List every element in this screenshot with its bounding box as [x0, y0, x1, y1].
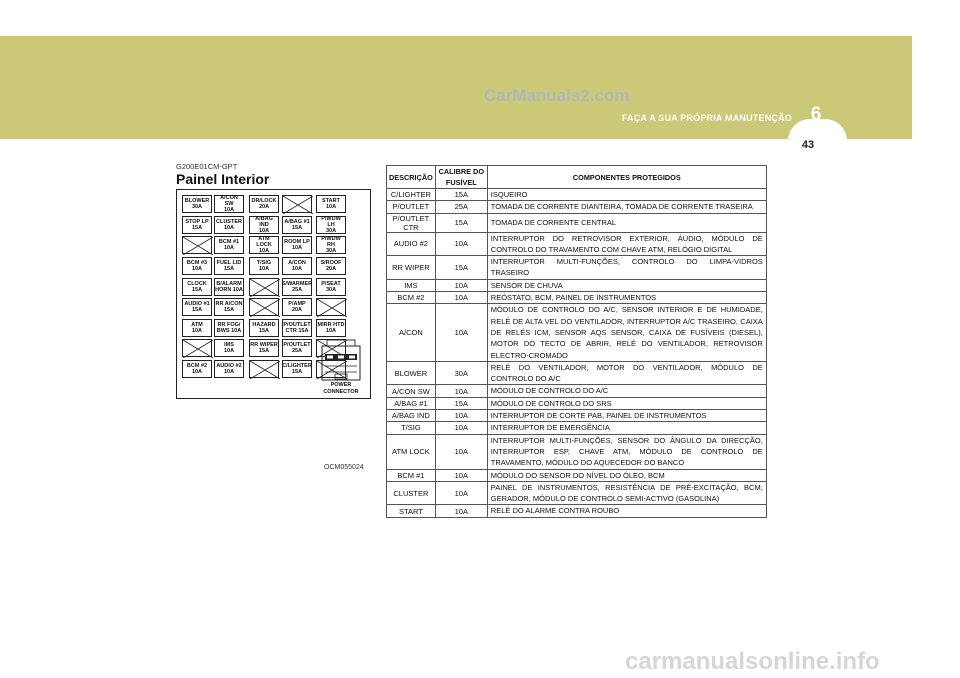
fuse-rating: 10A: [435, 292, 487, 304]
fuse-description: P/OUTLET: [387, 201, 436, 213]
table-row: [387, 434, 767, 469]
fuse-description: T/SIG: [387, 422, 436, 434]
empty-fuse-slot: [182, 339, 212, 357]
power-connector-icon: [321, 339, 361, 381]
fuse-rating: 10A: [435, 410, 487, 422]
fuse-slot: RR FOG/ BWS 10A: [214, 319, 244, 337]
table-header-row: [387, 166, 767, 189]
fuse-slot: MIRR HTD 10A: [316, 319, 346, 337]
empty-fuse-slot: [249, 278, 279, 296]
fuse-rating: 10A: [435, 469, 487, 481]
fuse-slot: BCM #3 10A: [182, 257, 212, 275]
fuse-rating: 10A: [435, 505, 487, 517]
protected-components: INTERRUPTOR DE EMERGÊNCIA: [487, 422, 766, 434]
table-row: [387, 232, 767, 256]
table-row: [387, 201, 767, 213]
fuse-description: A/BAG IND: [387, 410, 436, 422]
watermark-link[interactable]: CarManuals2.com: [484, 86, 630, 105]
fuse-slot: P/SEAT 30A: [316, 278, 346, 296]
fuse-slot: IMS 10A: [214, 339, 244, 357]
table-row: [387, 505, 767, 517]
fuse-slot: S/ROOF 20A: [316, 257, 346, 275]
fuse-slot: B/ALARM HORN 10A: [214, 278, 244, 296]
footer-watermark: carmanualsonline.info: [625, 648, 880, 675]
fuse-description: A/CON: [387, 304, 436, 361]
protected-components: INTERRUPTOR MULTI-FUNÇÕES, CONTROLO DO LIMPA-VIDROS TRASEIRO: [487, 256, 766, 280]
fuse-slot: STOP LP 15A: [182, 216, 212, 234]
fuse-slot: HAZARD 15A: [249, 319, 279, 337]
protected-components: INTERRUPTOR MULTI-FUNÇÕES, SENSOR DO ÂNGULO DA DIRECÇÃO, INTERRUPTOR ESP, CHAVE ATM, MÓDULO DE CONTROLO DE TRAVAMENTO, MÓDULO DO AQUECEDOR DO BANCO: [487, 434, 766, 469]
fuse-slot: T/SIG 10A: [249, 257, 279, 275]
page-title: Painel Interior: [176, 171, 270, 187]
fuse-slot: A/BAG #1 15A: [282, 216, 312, 234]
table-row: [387, 385, 767, 397]
protected-components: INTERRUPTOR DO RETROVISOR EXTERIOR, ÁUDIO, MÓDULO DE CONTROLO DO TRAVAMENTO COM CHAVE ATM, RELÓGIO DIGITAL: [487, 232, 766, 256]
fuse-slot: ATM LOCK 10A: [249, 236, 279, 254]
chapter-number: 6: [810, 104, 822, 125]
fuse-rating: 10A: [435, 434, 487, 469]
protected-components: RELÉ DO VENTILADOR, MOTOR DO VENTILADOR, MÓDULO DE CONTROLO DO A/C: [487, 361, 766, 385]
empty-fuse-slot: [249, 298, 279, 316]
table-row: [387, 361, 767, 385]
fuse-slot: CLUSTER 10A: [214, 216, 244, 234]
header-description: DESCRIÇÃO: [387, 166, 436, 189]
protected-components: ISQUEIRO: [487, 189, 766, 201]
empty-fuse-slot: [316, 298, 346, 316]
fuse-slot: DR/LOCK 20A: [249, 195, 279, 213]
fuse-slot: AUDIO #1 15A: [182, 298, 212, 316]
fuse-slot: BCM #2 10A: [182, 360, 212, 378]
power-connector-label: POWER CONNECTOR: [323, 382, 359, 395]
protected-components: RELÉ DO ALARME CONTRA ROUBO: [487, 505, 766, 517]
document-code: G200E01CM-GPT: [176, 162, 238, 171]
fuse-rating: 10A: [435, 385, 487, 397]
fuse-slot: S/WARMER 25A: [282, 278, 312, 296]
fuse-slot: C/LIGHTER 15A: [282, 360, 312, 378]
fuse-slot: AUDIO #2 10A: [214, 360, 244, 378]
protected-components: TOMADA DE CORRENTE DIANTEIRA, TOMADA DE CORRENTE TRASEIRA: [487, 201, 766, 213]
fuse-slot: P/OUTLET CTR 15A: [282, 319, 312, 337]
header-band: [0, 36, 912, 139]
fuse-slot: BCM #1 10A: [214, 236, 244, 254]
fuse-description: BLOWER: [387, 361, 436, 385]
fuse-rating: 10A: [435, 232, 487, 256]
protected-components: SENSOR DE CHUVA: [487, 279, 766, 291]
fuse-slot: RR A/CON 15A: [214, 298, 244, 316]
fuse-slot: P/WDW RH 30A: [316, 236, 346, 254]
fuse-slot: START 10A: [316, 195, 346, 213]
page-number: 43: [801, 139, 815, 151]
fuse-slot: A/BAG IND 10A: [249, 216, 279, 234]
fuse-rating: 30A: [435, 361, 487, 385]
table-row: [387, 256, 767, 280]
fuse-slot: A/CON SW 10A: [214, 195, 244, 213]
fuse-slot: BLOWER 30A: [182, 195, 212, 213]
empty-fuse-slot: [249, 360, 279, 378]
fuse-description: BCM #2: [387, 292, 436, 304]
fuse-slot: P/WDW LH 30A: [316, 216, 346, 234]
protected-components: INTERRUPTOR DE CORTE PAB, PAINEL DE INSTRUMENTOS: [487, 410, 766, 422]
top-margin: [0, 0, 960, 36]
fuse-description: START: [387, 505, 436, 517]
table-row: [387, 469, 767, 481]
fuse-rating: 10A: [435, 422, 487, 434]
protected-components: MÓDULO DO SENSOR DO NÍVEL DO ÓLEO, BCM: [487, 469, 766, 481]
protected-components: MÓDULO DE CONTROLO DO A/C, SENSOR INTERIOR E DE HUMIDADE, RELÉ DE ALTA VEL DO VENTILADOR, INTERRUPTOR A/C TRASEIRO, CAIXA DE RELÉS ICM, SENSOR AQS SENSOR, CAIXA DE FUSÍVEIS (DIESEL), MOTOR DO TECTO DE ABRIR, RELÉ DO VENTILADOR, RETROVISOR ELECTRO-CROMADO: [487, 304, 766, 361]
fuse-rating: 15A: [435, 213, 487, 232]
fuse-rating: 15A: [435, 397, 487, 409]
fuse-description: A/CON SW: [387, 385, 436, 397]
fuse-description: CLUSTER: [387, 481, 436, 505]
fuse-description: C/LIGHTER: [387, 189, 436, 201]
table-body: [387, 189, 767, 518]
header-fuse-rating: CALIBRE DO FUSÍVEL: [435, 166, 487, 189]
fuse-slot: A/CON 10A: [282, 257, 312, 275]
fuse-components-table: [386, 165, 767, 518]
fuse-description: ATM LOCK: [387, 434, 436, 469]
table-row: [387, 397, 767, 409]
table-row: [387, 213, 767, 232]
fuse-slot: P/OUTLET 25A: [282, 339, 312, 357]
table-row: [387, 189, 767, 201]
table-row: [387, 279, 767, 291]
table-row: [387, 304, 767, 361]
fuse-rating: 10A: [435, 481, 487, 505]
fuse-slot: ATM 10A: [182, 319, 212, 337]
fuse-rating: 10A: [435, 279, 487, 291]
empty-fuse-slot: [282, 195, 312, 213]
fuse-rating: 10A: [435, 304, 487, 361]
fuse-slot: CLOCK 15A: [182, 278, 212, 296]
table-row: [387, 481, 767, 505]
figure-code: OCM055024: [324, 464, 364, 471]
protected-components: MÓDULO DE CONTROLO DO SRS: [487, 397, 766, 409]
empty-fuse-slot: [182, 236, 212, 254]
fuse-description: P/OUTLET CTR: [387, 213, 436, 232]
protected-components: REÓSTATO, BCM, PAINEL DE INSTRUMENTOS: [487, 292, 766, 304]
header-protected-components: COMPONENTES PROTEGIDOS: [487, 166, 766, 189]
fuse-rating: 25A: [435, 201, 487, 213]
fuse-slot: FUEL LID 15A: [214, 257, 244, 275]
section-title: FAÇA A SUA PRÓPRIA MANUTENÇÃO: [621, 113, 792, 123]
fuse-description: IMS: [387, 279, 436, 291]
fuse-rating: 15A: [435, 256, 487, 280]
fuse-description: RR WIPER: [387, 256, 436, 280]
fuse-rating: 15A: [435, 189, 487, 201]
fuse-description: AUDIO #2: [387, 232, 436, 256]
fuse-description: A/BAG #1: [387, 397, 436, 409]
protected-components: PAINEL DE INSTRUMENTOS, RESISTÊNCIA DE PRÉ-EXCITAÇÃO, BCM, GERADOR, MÓDULO DE CONTROLO SEMI-ACTIVO (GASOLINA): [487, 481, 766, 505]
table-row: [387, 410, 767, 422]
fuse-slot: RR WIPER 15A: [249, 339, 279, 357]
protected-components: TOMADA DE CORRENTE CENTRAL: [487, 213, 766, 232]
table-row: [387, 292, 767, 304]
table-row: [387, 422, 767, 434]
fuse-description: BCM #1: [387, 469, 436, 481]
fuse-slot: ROOM LP 10A: [282, 236, 312, 254]
fuse-slot: P/AMP 20A: [282, 298, 312, 316]
protected-components: MÓDULO DE CONTROLO DO A/C: [487, 385, 766, 397]
